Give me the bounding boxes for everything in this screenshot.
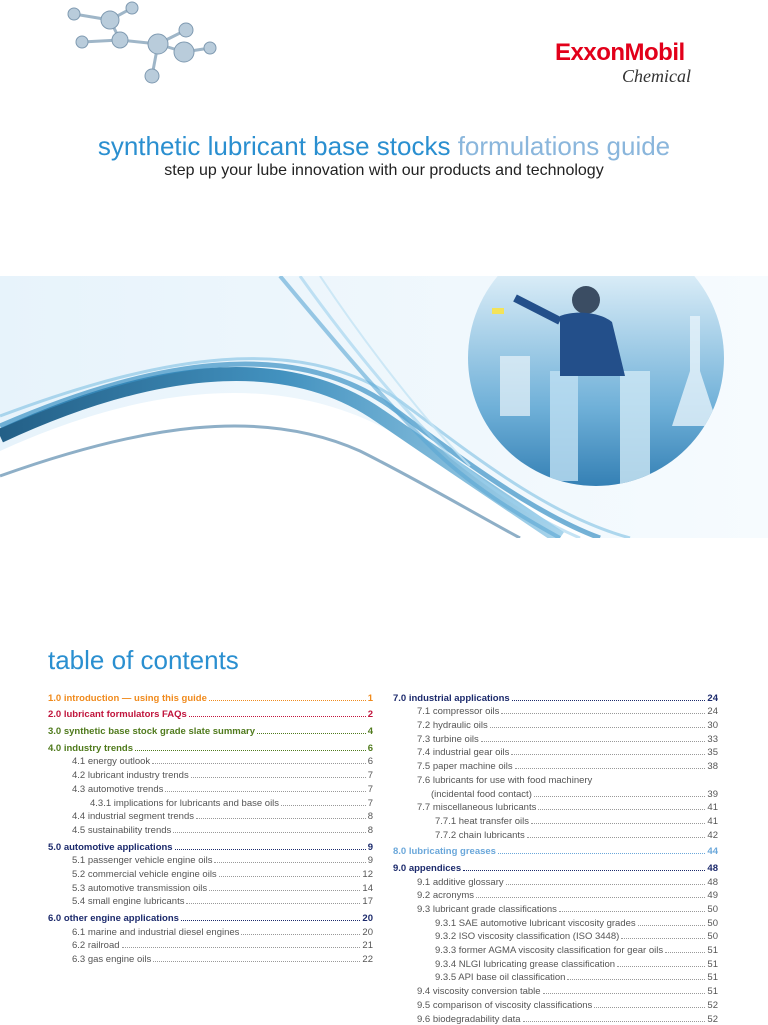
toc-entry[interactable]: 5.2 commercial vehicle engine oils 12 <box>72 868 373 880</box>
exxonmobil-logo <box>555 40 715 86</box>
toc-entry[interactable]: 9.0 appendices 48 <box>393 862 718 874</box>
toc-entry[interactable]: 4.3 automotive trends 7 <box>72 783 373 795</box>
page-subtitle: step up your lube innovation with our products and technology <box>164 162 604 179</box>
molecule-illustration <box>62 0 222 88</box>
toc-entry[interactable]: 6.0 other engine applications 20 <box>48 913 373 924</box>
hero-banner <box>0 276 768 538</box>
toc-entry[interactable]: 7.2 hydraulic oils 30 <box>417 720 718 732</box>
toc-entry[interactable]: 3.0 synthetic base stock grade slate summary 4 <box>48 726 373 738</box>
logo-division: Chemical <box>622 66 691 86</box>
toc-entry[interactable]: 9.3 lubricant grade classifications 50 <box>417 904 718 915</box>
toc-entry[interactable]: 6.3 gas engine oils 22 <box>72 954 373 966</box>
toc-column-right <box>393 690 718 1025</box>
toc-entry[interactable]: 4.0 industry trends 6 <box>48 742 373 754</box>
toc-column-left <box>48 690 373 965</box>
toc-entry[interactable]: 9.1 additive glossary 48 <box>417 876 718 888</box>
toc-entry[interactable]: 5.1 passenger vehicle engine oils 9 <box>72 855 373 867</box>
toc-entry[interactable]: 9.4 viscosity conversion table 51 <box>417 986 718 998</box>
toc-entry[interactable]: 7.3 turbine oils 33 <box>417 733 718 745</box>
title-part-2: formulations guide <box>457 131 671 161</box>
toc-entry[interactable]: 7.7 miscellaneous lubricants 41 <box>417 802 718 814</box>
logo-brand-name: ExxonMobil <box>555 39 685 66</box>
toc-entry[interactable]: 7.0 industrial applications 24 <box>393 692 718 704</box>
toc-entry[interactable]: 5.3 automotive transmission oils 14 <box>72 882 373 894</box>
toc-entry[interactable]: 8.0 lubricating greases 44 <box>393 846 718 858</box>
toc-entry[interactable]: 1.0 introduction — using this guide 1 <box>48 692 373 704</box>
toc-entry[interactable]: 2.0 lubricant formulators FAQs 2 <box>48 709 373 721</box>
toc-entry[interactable]: 4.3.1 implications for lubricants and base oils 7 <box>90 797 373 809</box>
toc-entry[interactable]: 5.4 small engine lubricants 17 <box>72 896 373 908</box>
toc-entry[interactable]: 7.1 compressor oils 24 <box>417 706 718 718</box>
page-title <box>0 130 768 162</box>
toc-entry[interactable]: 9.3.5 API base oil classification 51 <box>435 972 718 984</box>
toc-entry[interactable]: 4.5 sustainability trends 8 <box>72 824 373 836</box>
toc-heading: table of contents <box>48 645 239 675</box>
toc-entry[interactable]: 9.6 biodegradability data 52 <box>417 1013 718 1025</box>
toc-entry[interactable]: 7.7.2 chain lubricants 42 <box>435 829 718 841</box>
toc-entry[interactable]: 9.3.1 SAE automotive lubricant viscosity grades 50 <box>435 917 718 929</box>
toc-entry[interactable]: 7.6 lubricants for use with food machinery <box>417 774 593 786</box>
toc-entry[interactable]: 7.4 industrial gear oils 35 <box>417 747 718 759</box>
toc-entry[interactable]: 4.2 lubricant industry trends 7 <box>72 770 373 782</box>
toc-entry[interactable]: 9.2 acronyms 49 <box>417 890 718 902</box>
toc-entry[interactable]: 4.4 industrial segment trends 8 <box>72 811 373 823</box>
toc-entry[interactable]: 4.1 energy outlook 6 <box>72 756 373 768</box>
toc-entry[interactable]: 6.2 railroad 21 <box>72 940 373 952</box>
title-part-1: synthetic lubricant base stocks <box>97 131 451 161</box>
toc-entry[interactable]: 9.3.4 NLGI lubricating grease classification 51 <box>435 958 718 970</box>
toc-entry[interactable]: 6.1 marine and industrial diesel engines 20 <box>72 926 373 938</box>
toc-entry[interactable]: 9.3.3 former AGMA viscosity classification for gear oils 51 <box>435 945 718 957</box>
toc-entry[interactable]: 7.5 paper machine oils 38 <box>417 761 718 773</box>
toc-entry[interactable]: (incidental food contact) 39 <box>431 788 718 800</box>
toc-entry[interactable]: 9.3.2 ISO viscosity classification (ISO 3448) 50 <box>435 931 718 943</box>
toc-entry[interactable]: 9.5 comparison of viscosity classifications 52 <box>417 999 718 1011</box>
toc-entry[interactable]: 7.7.1 heat transfer oils 41 <box>435 815 718 827</box>
toc-entry[interactable]: 5.0 automotive applications 9 <box>48 841 373 853</box>
wave-graphic <box>0 276 768 538</box>
